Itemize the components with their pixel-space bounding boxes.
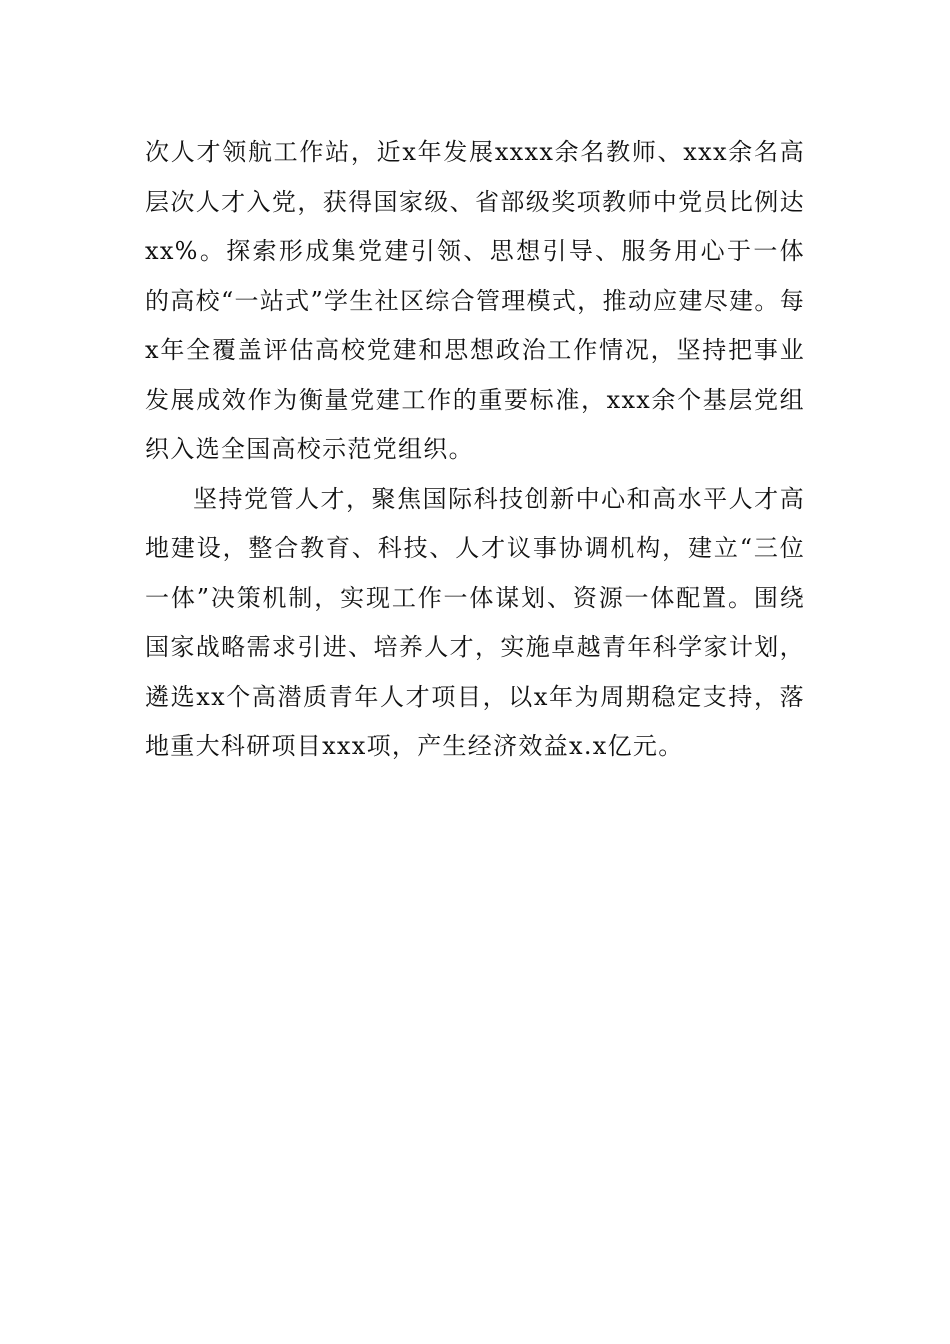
document-body <box>145 128 805 772</box>
paragraph-1: 次人才领航工作站，近x年发展xxxx余名教师、xxx余名高层次人才入党，获得国家级、省部级奖项教师中党员比例达xx%。探索形成集党建引领、思想引导、服务用心于一体的高校“一站式”学生社区综合管理模式，推动应建尽建。每x年全覆盖评估高校党建和思想政治工作情况，坚持把事业发展成效作为衡量党建工作的重要标准，xxx余个基层党组织入选全国高校示范党组织。 <box>145 138 805 463</box>
paragraph-2: 坚持党管人才，聚焦国际科技创新中心和高水平人才高地建设，整合教育、科技、人才议事协调机构，建立“三位一体”决策机制，实现工作一体谋划、资源一体配置。围绕国家战略需求引进、培养人才，实施卓越青年科学家计划，遴选xx个高潜质青年人才项目，以x年为周期稳定支持，落地重大科研项目xxx项，产生经济效益x.x亿元。 <box>145 484 805 760</box>
